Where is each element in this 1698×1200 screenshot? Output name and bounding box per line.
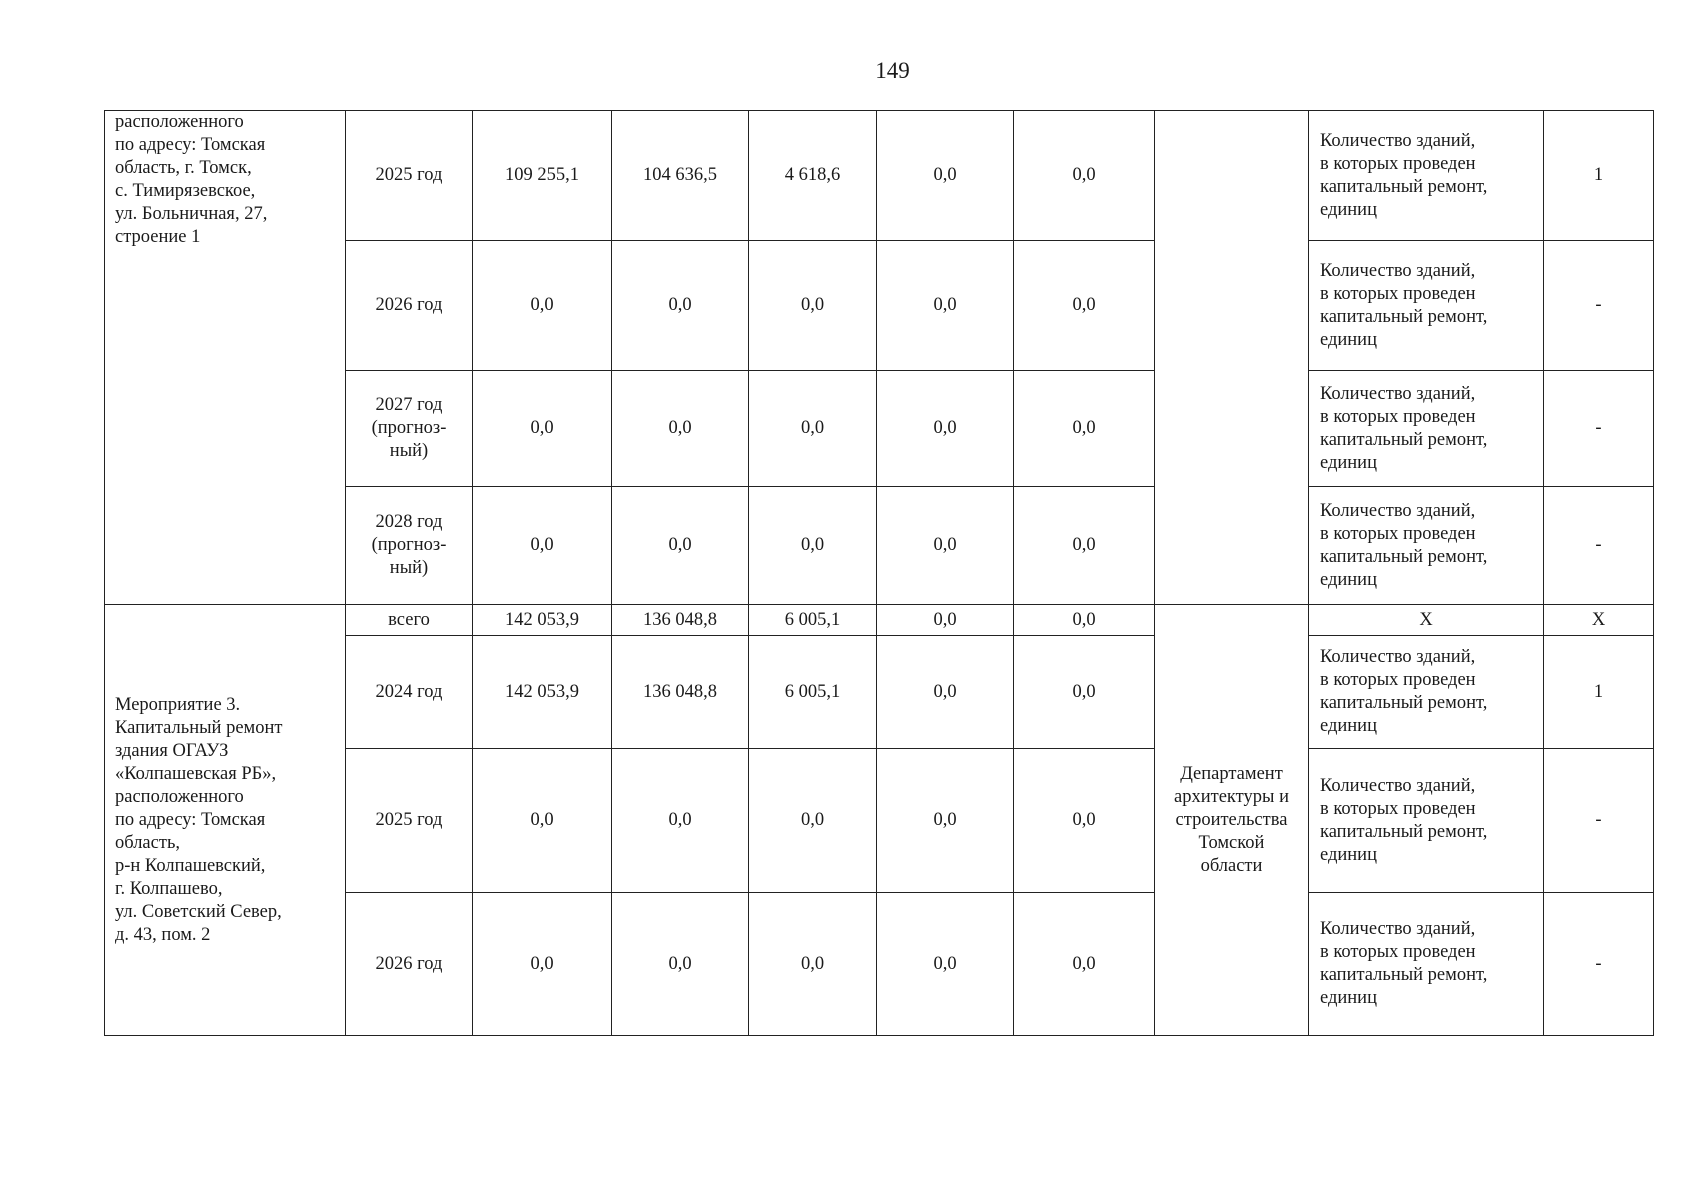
total-cell: 0,0 xyxy=(473,371,612,487)
federal-cell: 136 048,8 xyxy=(612,605,749,636)
other-cell: 0,0 xyxy=(1014,111,1155,241)
other-cell: 0,0 xyxy=(1014,487,1155,605)
local-cell: 0,0 xyxy=(877,893,1014,1036)
local-cell: 0,0 xyxy=(877,111,1014,241)
indicator-cell: Количество зданий, в которых проведен капитальный ремонт, единиц xyxy=(1309,111,1544,241)
regional-cell: 6 005,1 xyxy=(749,636,877,749)
year-cell: 2026 год xyxy=(346,893,473,1036)
year-cell: 2026 год xyxy=(346,241,473,371)
total-cell: 142 053,9 xyxy=(473,636,612,749)
local-cell: 0,0 xyxy=(877,371,1014,487)
federal-cell: 136 048,8 xyxy=(612,636,749,749)
other-cell: 0,0 xyxy=(1014,605,1155,636)
table-row xyxy=(105,111,1654,241)
table-row-total xyxy=(105,605,1654,636)
local-cell: 0,0 xyxy=(877,241,1014,371)
year-cell: 2027 год (прогноз- ный) xyxy=(346,371,473,487)
indicator-cell: Количество зданий, в которых проведен капитальный ремонт, единиц xyxy=(1309,371,1544,487)
federal-cell: 0,0 xyxy=(612,893,749,1036)
federal-cell: 0,0 xyxy=(612,749,749,893)
year-cell: 2028 год (прогноз- ный) xyxy=(346,487,473,605)
indicator-value-cell: - xyxy=(1544,371,1654,487)
total-cell: 0,0 xyxy=(473,487,612,605)
indicator-cell: Количество зданий, в которых проведен капитальный ремонт, единиц xyxy=(1309,893,1544,1036)
regional-cell: 0,0 xyxy=(749,487,877,605)
federal-cell: 0,0 xyxy=(612,371,749,487)
total-cell: 0,0 xyxy=(473,241,612,371)
indicator-cell: Количество зданий, в которых проведен капитальный ремонт, единиц xyxy=(1309,749,1544,893)
federal-cell: 0,0 xyxy=(612,241,749,371)
regional-cell: 6 005,1 xyxy=(749,605,877,636)
total-cell: 109 255,1 xyxy=(473,111,612,241)
year-cell: 2024 год xyxy=(346,636,473,749)
year-cell: всего xyxy=(346,605,473,636)
indicator-value-cell: - xyxy=(1544,487,1654,605)
regional-cell: 0,0 xyxy=(749,371,877,487)
total-cell: 0,0 xyxy=(473,893,612,1036)
page-number: 149 xyxy=(875,58,910,83)
indicator-value-cell: - xyxy=(1544,241,1654,371)
federal-cell: 104 636,5 xyxy=(612,111,749,241)
indicator-value-cell: X xyxy=(1544,605,1654,636)
federal-cell: 0,0 xyxy=(612,487,749,605)
indicator-cell: Количество зданий, в которых проведен капитальный ремонт, единиц xyxy=(1309,636,1544,749)
indicator-cell: Количество зданий, в которых проведен капитальный ремонт, единиц xyxy=(1309,487,1544,605)
program-activities-table xyxy=(104,110,1654,1036)
total-cell: 0,0 xyxy=(473,749,612,893)
local-cell: 0,0 xyxy=(877,605,1014,636)
regional-cell: 0,0 xyxy=(749,241,877,371)
year-cell: 2025 год xyxy=(346,749,473,893)
other-cell: 0,0 xyxy=(1014,636,1155,749)
indicator-value-cell: - xyxy=(1544,749,1654,893)
indicator-value-cell: 1 xyxy=(1544,636,1654,749)
indicator-value-cell: - xyxy=(1544,893,1654,1036)
activity-description: расположенного по адресу: Томская область, г. Томск, с. Тимирязевское, ул. Больничная, 27, строение 1 xyxy=(105,111,346,605)
regional-cell: 0,0 xyxy=(749,893,877,1036)
local-cell: 0,0 xyxy=(877,487,1014,605)
executor-cell: Департамент архитектуры и строительства Томской области xyxy=(1155,605,1309,1036)
indicator-cell: Количество зданий, в которых проведен капитальный ремонт, единиц xyxy=(1309,241,1544,371)
regional-cell: 0,0 xyxy=(749,749,877,893)
other-cell: 0,0 xyxy=(1014,749,1155,893)
executor-cell-empty xyxy=(1155,111,1309,605)
other-cell: 0,0 xyxy=(1014,371,1155,487)
regional-cell: 4 618,6 xyxy=(749,111,877,241)
other-cell: 0,0 xyxy=(1014,241,1155,371)
total-cell: 142 053,9 xyxy=(473,605,612,636)
year-cell: 2025 год xyxy=(346,111,473,241)
other-cell: 0,0 xyxy=(1014,893,1155,1036)
local-cell: 0,0 xyxy=(877,636,1014,749)
local-cell: 0,0 xyxy=(877,749,1014,893)
activity-description: Мероприятие 3. Капитальный ремонт здания ОГАУЗ «Колпашевская РБ», расположенного по адресу: Томская область, р-н Колпашевский, г. Колпашево, ул. Советский Север, д. 43, пом. 2 xyxy=(105,605,346,1036)
indicator-cell: X xyxy=(1309,605,1544,636)
indicator-value-cell: 1 xyxy=(1544,111,1654,241)
